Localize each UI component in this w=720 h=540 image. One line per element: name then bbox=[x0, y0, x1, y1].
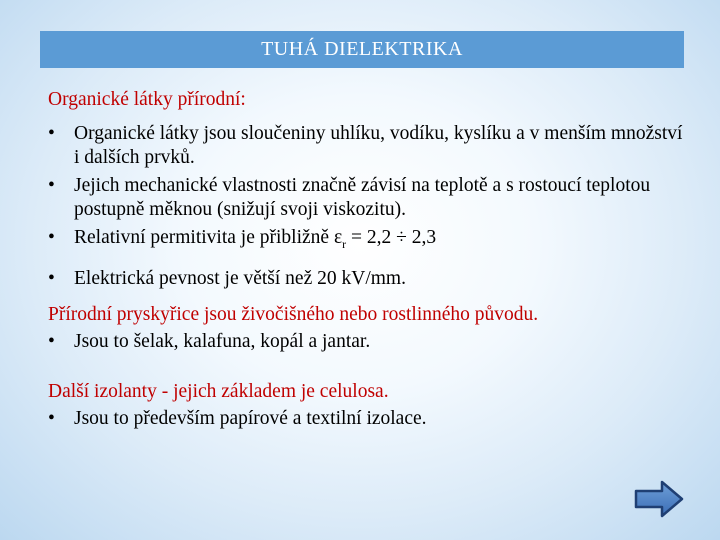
next-slide-button[interactable] bbox=[634, 480, 684, 518]
slide-title-text: TUHÁ DIELEKTRIKA bbox=[261, 38, 463, 60]
bullet-text: Elektrická pevnost je větší než 20 kV/mm. bbox=[74, 267, 406, 289]
bullet-dot: • bbox=[48, 227, 55, 248]
bullet-text: Organické látky jsou sloučeniny uhlíku, vodíku, kyslíku a v menším množství i dalších prvků. bbox=[74, 123, 683, 168]
section-heading-cellulose: Další izolanty - jejich základem je celulosa. bbox=[48, 380, 389, 402]
permittivity-prefix: Relativní permitivita je přibližně bbox=[74, 227, 334, 248]
bullet-dot: • bbox=[48, 267, 55, 289]
list-item bbox=[48, 122, 688, 170]
bullet-dot: • bbox=[48, 175, 55, 196]
permittivity-suffix: = 2,2 ÷ 2,3 bbox=[346, 227, 437, 248]
right-arrow-icon bbox=[634, 480, 684, 518]
list-item bbox=[48, 174, 688, 222]
bullet-text: Jsou to především papírové a textilní izolace. bbox=[74, 407, 427, 429]
epsilon-subscript: r bbox=[342, 236, 347, 251]
bullet-text: Jsou to šelak, kalafuna, kopál a jantar. bbox=[74, 330, 371, 352]
bullet-dot: • bbox=[48, 407, 55, 429]
slide-content bbox=[48, 88, 688, 431]
list-item bbox=[48, 267, 688, 291]
bullet-text-permittivity bbox=[74, 226, 688, 256]
slide-title bbox=[40, 31, 684, 68]
list-item bbox=[48, 407, 688, 431]
bullet-dot: • bbox=[48, 123, 55, 144]
section-heading-organic: Organické látky přírodní: bbox=[48, 89, 246, 110]
list-item bbox=[48, 226, 688, 256]
section-heading-resins: Přírodní pryskyřice jsou živočišného nebo rostlinného původu. bbox=[48, 303, 539, 325]
list-item bbox=[48, 330, 688, 354]
bullet-text: Jejich mechanické vlastnosti značně závisí na teplotě a s rostoucí teplotou postupně měknou (snižují svoji viskozitu). bbox=[74, 175, 651, 220]
epsilon-symbol: ε bbox=[333, 227, 343, 248]
bullet-dot: • bbox=[48, 330, 55, 352]
